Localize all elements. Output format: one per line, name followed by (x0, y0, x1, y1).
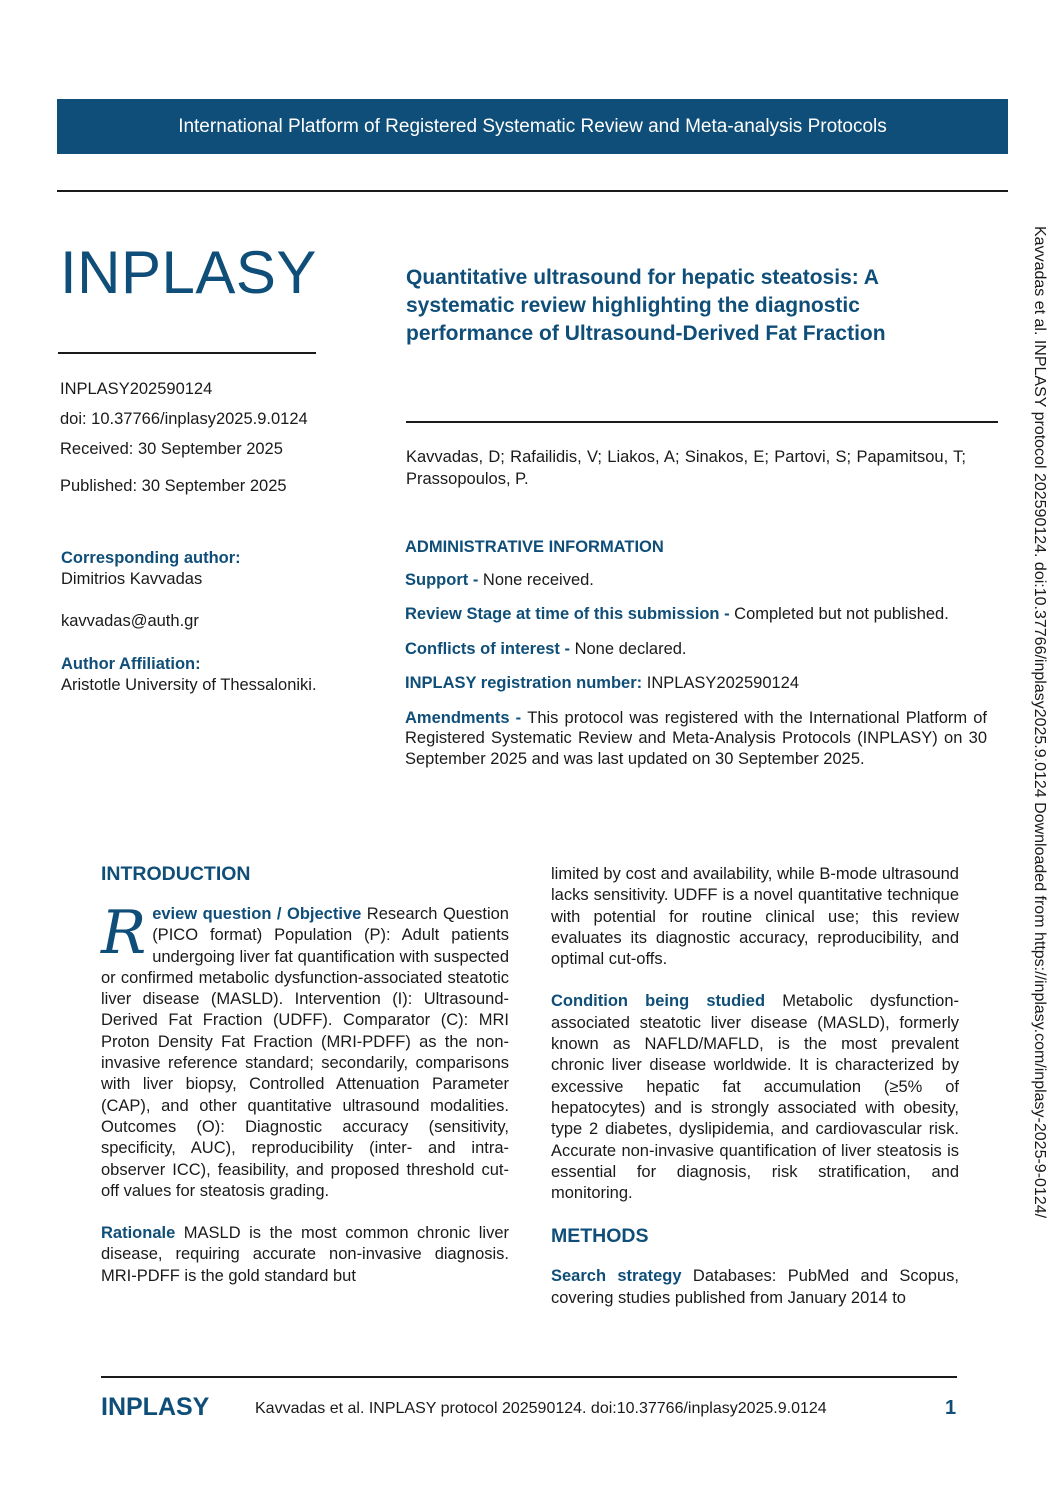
published-date: Published: 30 September 2025 (60, 477, 287, 495)
author-list: Kavvadas, D; Rafailidis, V; Liakos, A; Sinakos, E; Partovi, S; Papamitsou, T; Prassopoulos, P. (406, 448, 966, 488)
search-strategy-paragraph: Search strategy Databases: PubMed and Scopus, covering studies published from January 2014 to (551, 1267, 959, 1307)
page-number: 1 (945, 1397, 957, 1419)
introduction-heading: INTRODUCTION (101, 863, 251, 885)
received-date: Received: 30 September 2025 (60, 440, 283, 458)
corresponding-email[interactable]: kavvadas@auth.gr (61, 612, 199, 630)
side-citation (1026, 226, 1056, 1396)
side-citation-text[interactable]: Kavvadas et al. INPLASY protocol 202590124. doi:10.37766/inplasy2025.9.0124 Downloaded from https://inplasy.com/inplasy-2025-9-0124/ (1031, 226, 1048, 1219)
header-banner (57, 99, 1008, 154)
brand-logo: INPLASY (60, 239, 317, 306)
admin-heading: ADMINISTRATIVE INFORMATION (405, 538, 664, 556)
brand-divider (58, 352, 316, 354)
methods-heading: METHODS (551, 1225, 649, 1248)
rationale-continued: limited by cost and availability, while B-mode ultrasound lacks sensitivity. UDFF is a novel quantitative technique with potential for routine clinical use; this review evaluates its diagnostic accuracy, reproducibility, and optimal cut-offs. (551, 865, 959, 969)
affiliation-value: Aristotle University of Thessaloniki. (61, 676, 317, 694)
author-affiliation (61, 654, 361, 696)
footer-divider (101, 1376, 957, 1378)
admin-registration-number: INPLASY registration number: INPLASY202590124 (405, 674, 800, 692)
article-title: Quantitative ultrasound for hepatic steatosis: A systematic review highlighting the diagnostic performance of Ultrasound-Derived Fat Fraction (406, 266, 886, 345)
review-question-paragraph: Review question / Objective Research Question (PICO format) Population (P): Adult patients undergoing liver fat quantification with suspected or confirmed metabolic dysfunction-associated steatotic liver disease (MASLD). Intervention (I): Ultrasound-Derived Fat Fraction (UDFF). Comparator (C): MRI Proton Density Fat Fraction (MRI-PDFF) as the non-invasive reference standard; secondarily, comparisons with liver biopsy, Controlled Attenuation Parameter (CAP), and other quantitative ultrasound modalities. Outcomes (O): Diagnostic accuracy (sensitivity, specificity, AUC), reproducibility (inter- and intra-observer ICC), feasibility, and proposed threshold cut-off values for steatosis grading. (101, 898, 509, 1200)
corresponding-author (61, 548, 361, 632)
admin-amendments: Amendments - This protocol was registered with the International Platform of Registered Systematic Review and Meta-Analysis Protocols (INPLASY) on 30 September 2025 and was last updated on 30 September 2025. (405, 708, 988, 768)
header-divider (57, 190, 1008, 192)
admin-conflicts: Conflicts of interest - None declared. (405, 639, 687, 658)
administrative-information (405, 537, 987, 783)
affiliation-label: Author Affiliation: (61, 655, 201, 673)
corresponding-name: Dimitrios Kavvadas (61, 570, 203, 588)
footer-citation: Kavvadas et al. INPLASY protocol 202590124. doi:10.37766/inplasy2025.9.0124 (255, 1400, 827, 1417)
admin-review-stage: Review Stage at time of this submission - Completed but not published. (405, 605, 949, 623)
body-column-right (551, 864, 959, 1309)
rationale-paragraph: Rationale MASLD is the most common chronic liver disease, requiring accurate non-invasive diagnosis. MRI-PDFF is the gold standard but (101, 1224, 509, 1285)
corresponding-label: Corresponding author: (61, 549, 241, 567)
drop-cap: R (101, 898, 147, 968)
registration-id: INPLASY202590124 (60, 380, 213, 398)
title-divider (406, 421, 998, 423)
body-column-left (101, 862, 509, 1287)
banner-text: International Platform of Registered Systematic Review and Meta-analysis Protocols (178, 115, 887, 137)
admin-support: Support - None received. (405, 570, 594, 589)
condition-paragraph: Condition being studied Metabolic dysfunction-associated steatotic liver disease (MASLD), formerly known as NAFLD/MAFLD, is the most prevalent chronic liver disease worldwide. It is characterized by excessive hepatic fat accumulation (≥5% of hepatocytes) and is strongly associated with obesity, type 2 diabetes, dyslipidemia, and cardiovascular risk. Accurate non-invasive quantification of liver steatosis is essential for diagnosis, risk stratification, and monitoring. (551, 992, 959, 1203)
footer-brand: INPLASY (101, 1393, 210, 1421)
doi-line[interactable]: doi: 10.37766/inplasy2025.9.0124 (60, 410, 308, 428)
